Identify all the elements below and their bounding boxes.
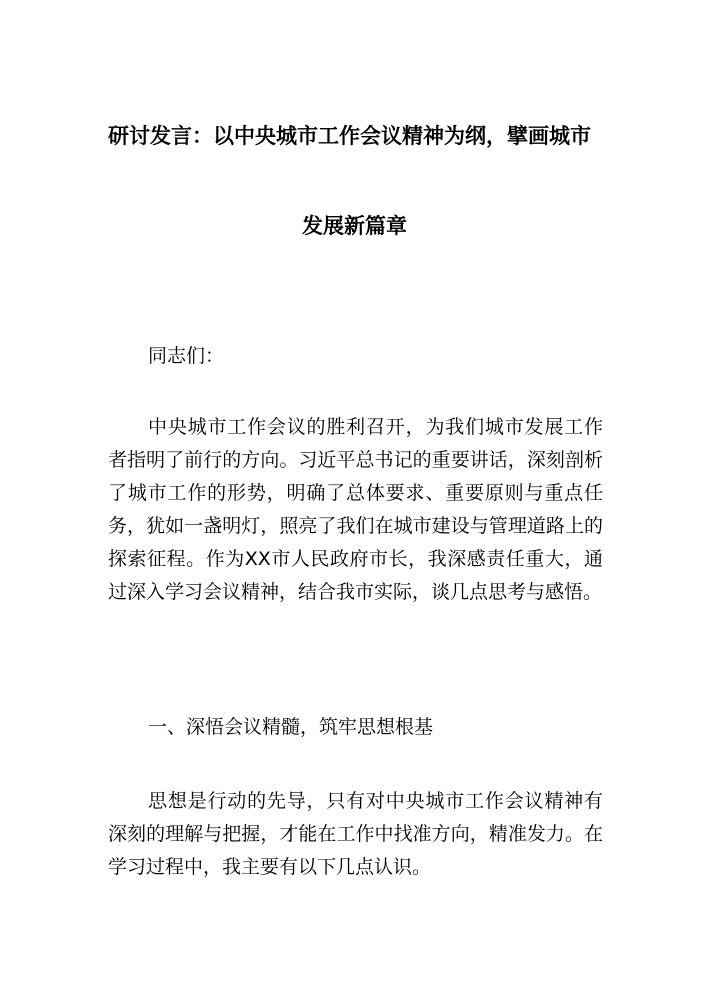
- document-title-line-2: 发展新篇章: [302, 214, 407, 238]
- section-heading: 一、深悟会议精髓，筑牢思想根基: [148, 716, 434, 738]
- document-title-line-1: 研讨发言：以中央城市工作会议精神为纲，擘画城市: [108, 124, 591, 148]
- greeting-paragraph: 同志们：: [148, 345, 225, 367]
- section-body-paragraph: 思想是行动的先导，只有对中央城市工作会议精神有深刻的理解与把握，才能在工作中找准方向，精准发力。在学习过程中，我主要有以下几点认识。: [108, 790, 603, 878]
- intro-paragraph: 中央城市工作会议的胜利召开，为我们城市发展工作者指明了前行的方向。习近平总书记的重要讲话，深刻剖析了城市工作的形势，明确了总体要求、重要原则与重点任务，犹如一盏明灯，照亮了我们在城市建设与管理道路上的探索征程。作为XX市人民政府市长，我深感责任重大，通过深入学习会议精神，结合我市实际，谈几点思考与感悟。: [108, 416, 603, 603]
